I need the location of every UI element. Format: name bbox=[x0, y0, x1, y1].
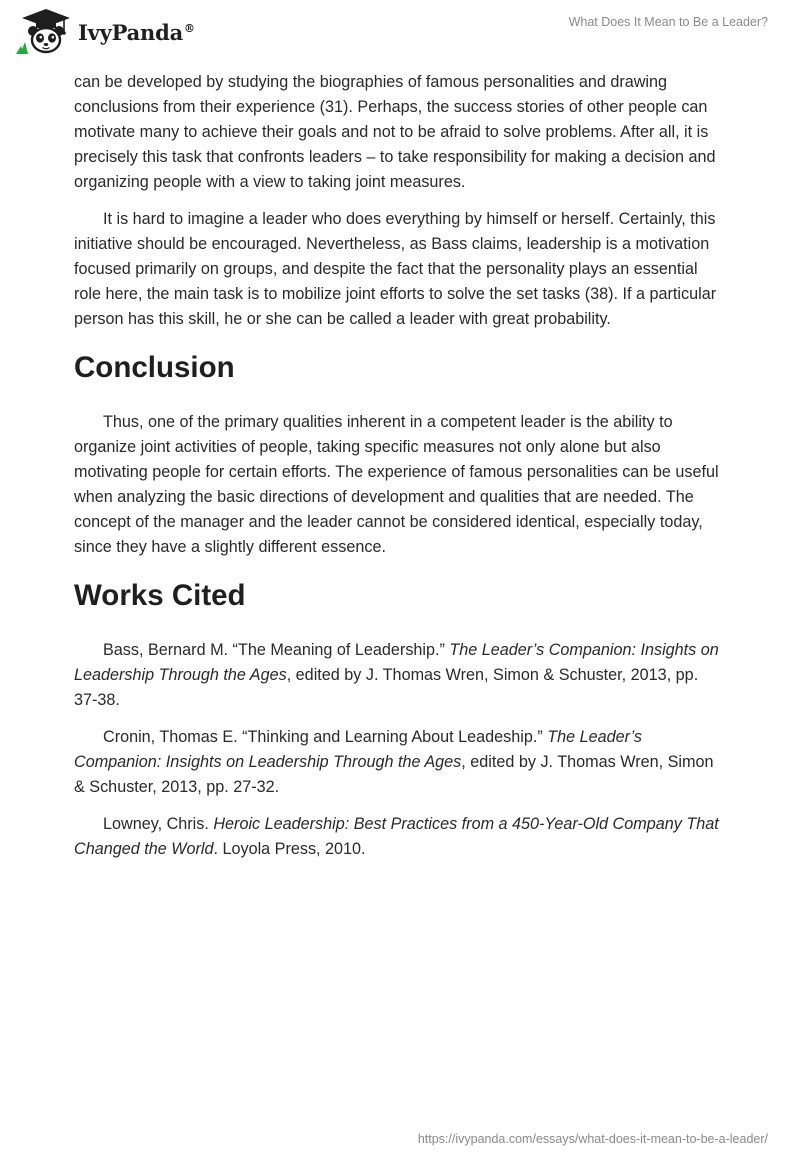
panda-graduate-icon bbox=[14, 8, 74, 56]
running-title: What Does It Mean to Be a Leader? bbox=[568, 15, 768, 29]
citation: Lowney, Chris. Heroic Leadership: Best Practices from a 450-Year-Old Company That Changed the World. Loyola Press, 2010. bbox=[74, 815, 719, 858]
paragraph: It is hard to imagine a leader who does everything by himself or herself. Certainly, this initiative should be encouraged. Nevertheless, as Bass claims, leadership is a motivation focused primarily on groups, and despite the fact that the personality plays an essential role here, the main task is to mobilize joint efforts to solve the set tasks (38). If a particular person has this skill, he or she can be called a leader with great probability. bbox=[74, 210, 717, 328]
conclusion-heading: Conclusion bbox=[74, 351, 235, 384]
ivypanda-logo[interactable] bbox=[14, 8, 195, 56]
paragraph-continued: can be developed by studying the biographies of famous personalities and drawing conclusions from their experience (31). Perhaps, the success stories of other people can motivate many to achieve their goals and not to be afraid to solve problems. After all, it is precisely this task that confronts leaders – to take responsibility for making a decision and organizing people with a view to taking joint measures. bbox=[74, 73, 716, 191]
citation: Bass, Bernard M. “The Meaning of Leadership.” The Leader’s Companion: Insights on Leadership Through the Ages, edited by J. Thomas Wren, Simon & Schuster, 2013, pp. 37-38. bbox=[74, 641, 719, 709]
logo-wordmark: IvyPanda® bbox=[78, 19, 195, 45]
source-url[interactable]: https://ivypanda.com/essays/what-does-it-mean-to-be-a-leader/ bbox=[417, 1132, 768, 1146]
paragraph: Thus, one of the primary qualities inherent in a competent leader is the ability to organize joint activities of people, taking specific measures not only alone but also motivating people for certain efforts. The experience of famous personalities can be useful when analyzing the basic directions of development and qualities that are needed. The concept of the manager and the leader cannot be considered identical, especially today, since they have a slightly different essence. bbox=[74, 413, 719, 556]
works-cited-heading: Works Cited bbox=[74, 579, 246, 612]
essay-content bbox=[74, 70, 724, 874]
citation: Cronin, Thomas E. “Thinking and Learning About Leadeship.” The Leader’s Companion: Insights on Leadership Through the Ages, edited by J. Thomas Wren, Simon & Schuster, 2013, pp. 27-32. bbox=[74, 728, 714, 796]
